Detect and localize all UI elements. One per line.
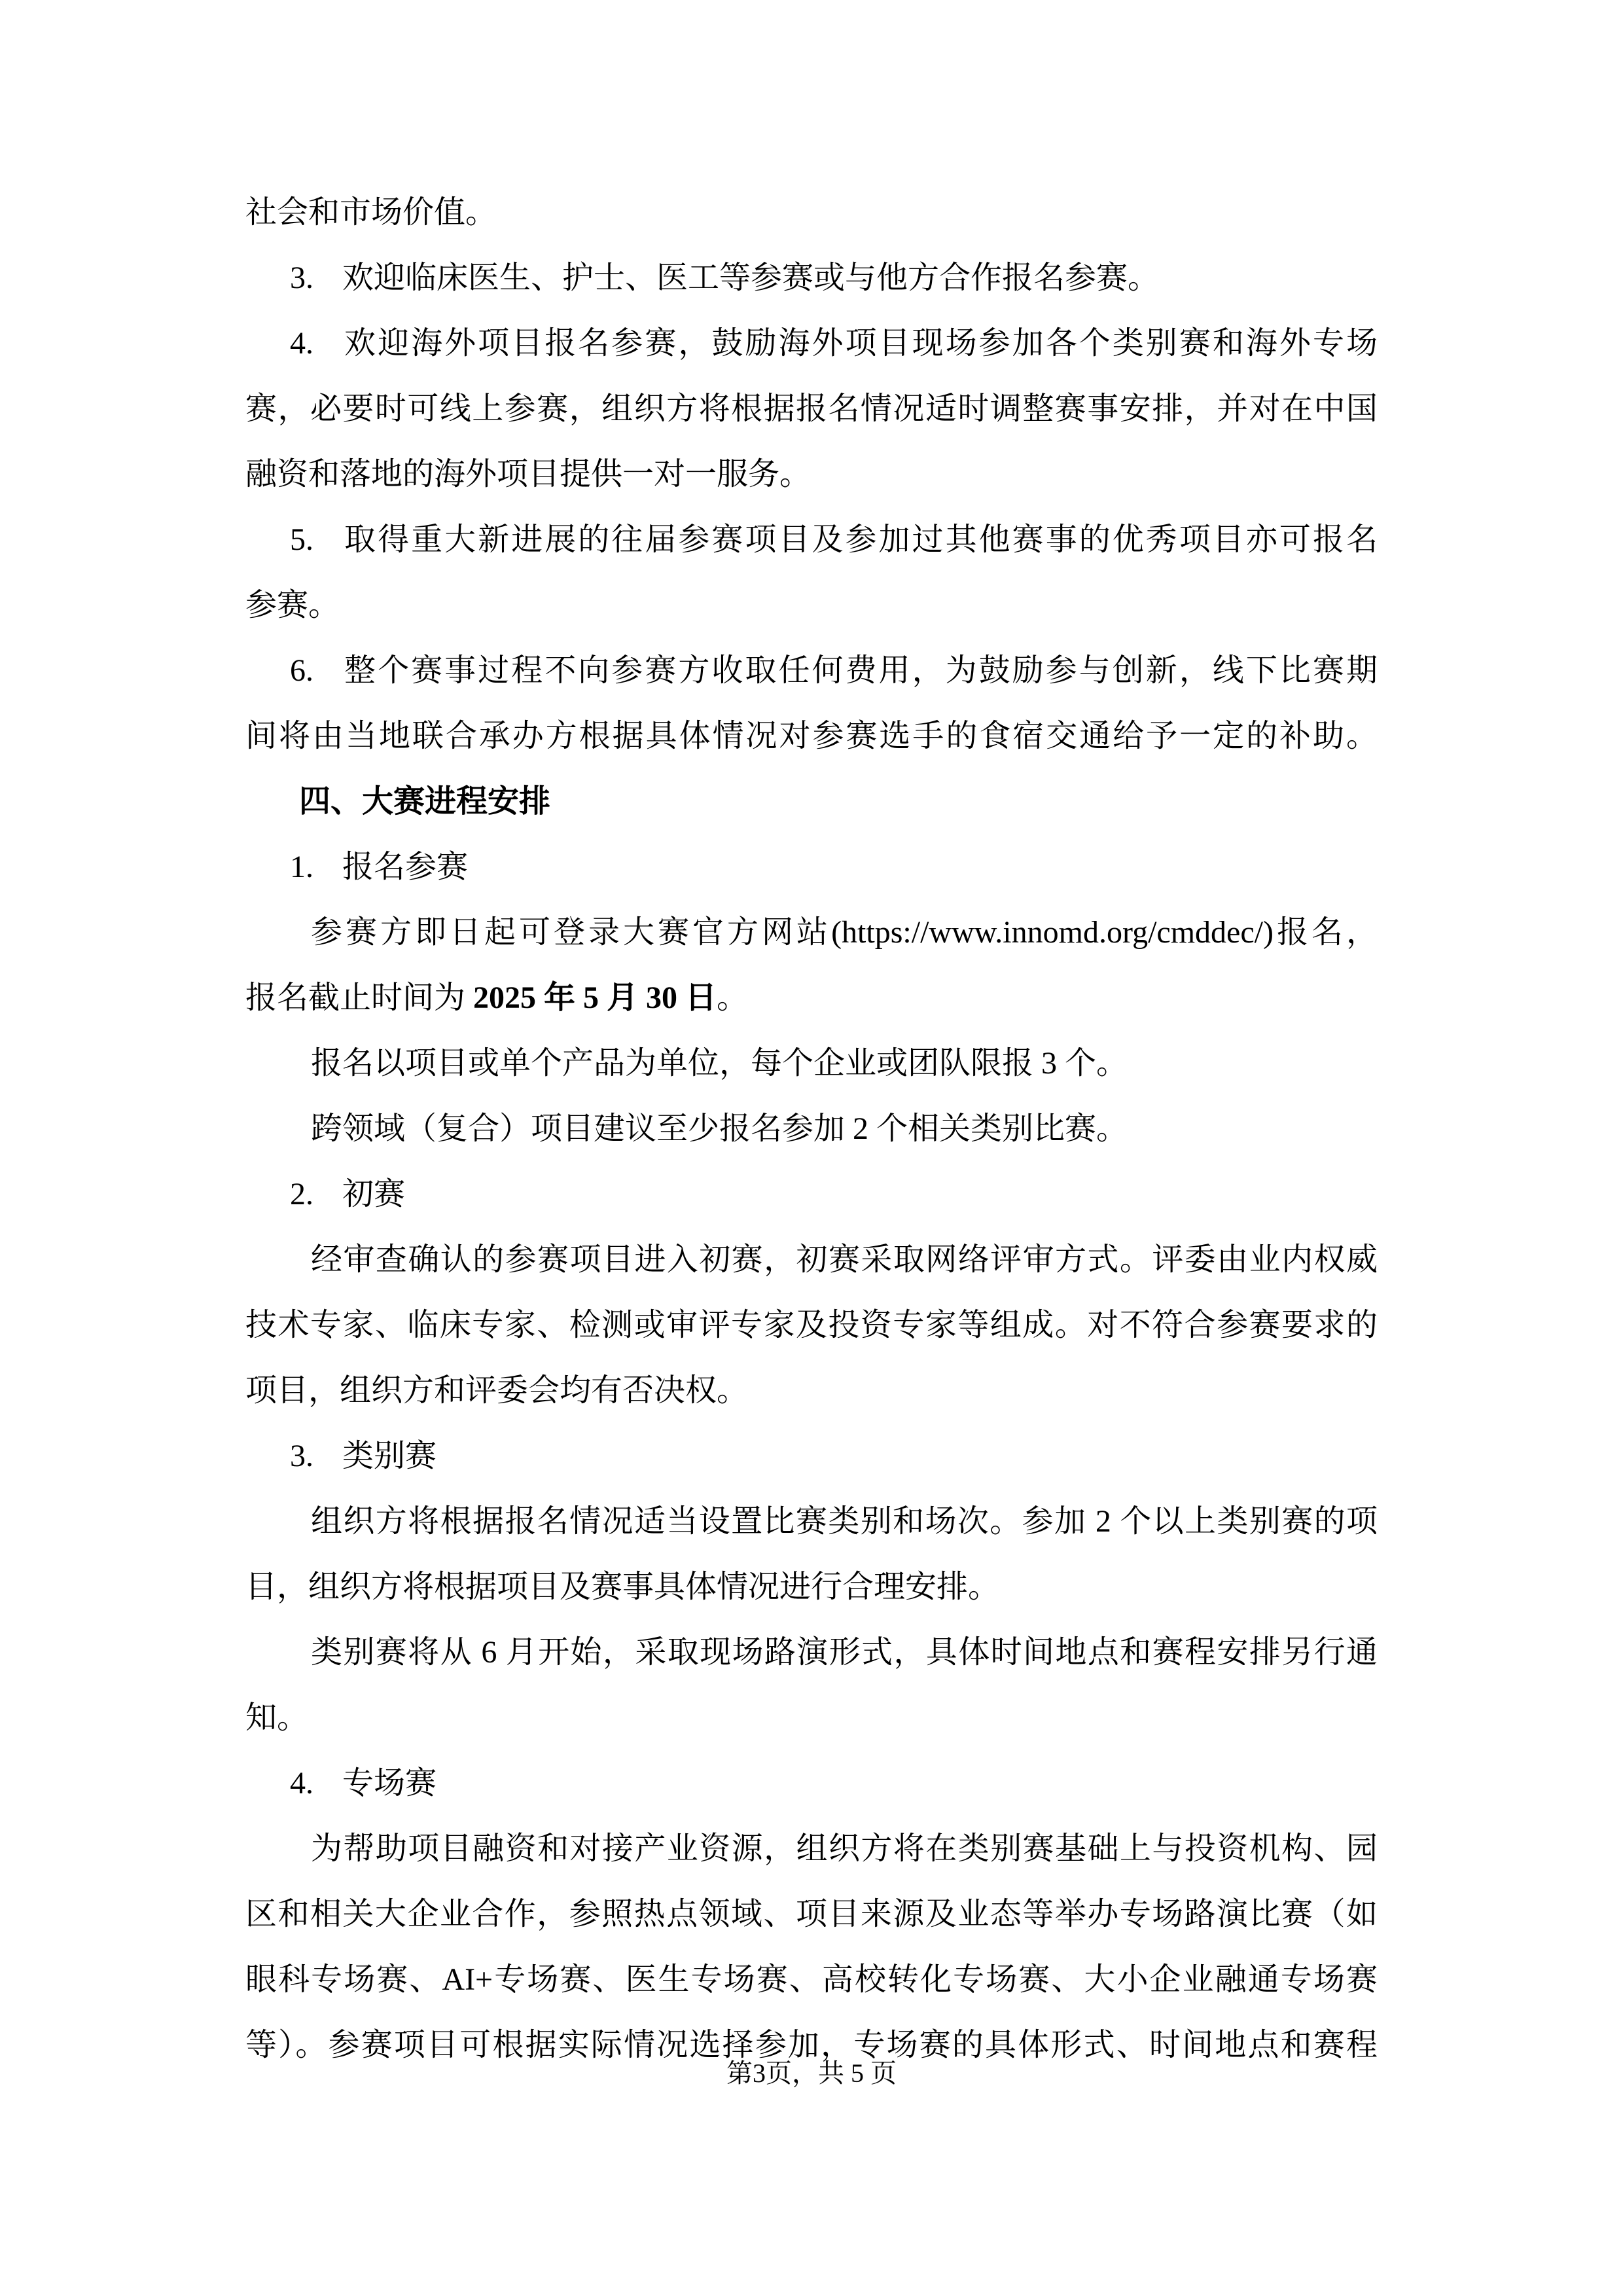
text-segment: 等）。参赛项目可根据实际情况选择参加，专场赛的具体形式、时间地点和赛程 [245,2028,1378,2062]
text-line [245,965,1378,1031]
text-line [245,1620,1378,1685]
text-line [245,180,1378,245]
text-line [245,1685,1378,1751]
list-number: 3. [290,260,313,295]
text-segment: 技术专家、临床专家、检测或审评专家及投资专家等组成。对不符合参赛要求的 [245,1308,1378,1342]
text-line [245,507,1378,573]
text-line [245,1816,1378,1882]
text-segment: 2025 年 5 月 30 日 [473,980,717,1015]
text-segment: 项目，组织方和评委会均有否决权。 [245,1373,749,1408]
page-number-label: 第3页，共 5 页 [726,2058,897,2088]
text-line [245,1031,1378,1096]
text-line [245,1882,1378,1947]
text-segment: 报名截止时间为 [245,980,474,1015]
text-segment: 融资和落地的海外项目提供一对一服务。 [245,457,812,492]
text-segment: 知。 [245,1700,309,1735]
text-segment: 参赛方即日起可登录大赛官方网站(https://www.innomd.org/cmddec/)报名， [311,915,1378,950]
text-segment: 类别赛 [342,1439,437,1473]
text-line [245,638,1378,704]
list-number: 3. [290,1439,313,1473]
text-segment: 取得重大新进展的往届参赛项目及参加过其他赛事的优秀项目亦可报名 [342,522,1378,557]
text-segment: 赛，必要时可线上参赛，组织方将根据报名情况适时调整赛事安排，并对在中国 [245,391,1378,426]
text-line [245,834,1378,900]
list-number: 4. [290,1766,313,1801]
text-segment: 参赛。 [245,588,340,622]
text-line [245,442,1378,507]
text-segment: 四、大赛进程安排 [299,784,551,819]
text-segment: 类别赛将从 6 月开始，采取现场路演形式，具体时间地点和赛程安排另行通 [311,1635,1378,1670]
list-number: 5. [290,522,313,557]
text-segment: 区和相关大企业合作，参照热点领域、项目来源及业态等举办专场路演比赛（如 [245,1897,1378,1931]
text-line [245,1293,1378,1358]
document-body [245,180,1378,2078]
text-segment: 欢迎临床医生、护士、医工等参赛或与他方合作报名参赛。 [342,260,1160,295]
text-segment: 间将由当地联合承办方根据具体情况对参赛选手的食宿交通给予一定的补助。 [245,719,1378,753]
text-line [245,1489,1378,1554]
list-number: 1. [290,850,313,884]
list-number: 4. [290,326,313,361]
text-line [245,704,1378,769]
text-segment: 报名以项目或单个产品为单位，每个企业或团队限报 3 个。 [311,1046,1128,1081]
text-segment: 。 [717,980,749,1015]
text-line [245,1751,1378,1816]
text-segment: 整个赛事过程不向参赛方收取任何费用，为鼓励参与创新，线下比赛期 [342,653,1378,688]
text-line [245,573,1378,638]
text-line [245,311,1378,376]
text-line [245,900,1378,965]
text-segment: 报名参赛 [342,850,469,884]
list-number: 2. [290,1177,313,1211]
section-heading [245,769,1378,834]
text-segment: 社会和市场价值。 [245,195,497,230]
text-segment: 初赛 [342,1177,406,1211]
text-line [245,1554,1378,1620]
text-line [245,1227,1378,1293]
text-line [245,1947,1378,2013]
text-segment: 经审查确认的参赛项目进入初赛，初赛采取网络评审方式。评委由业内权威 [311,1242,1378,1277]
text-segment: 为帮助项目融资和对接产业资源，组织方将在类别赛基础上与投资机构、园 [311,1831,1378,1866]
text-segment: 组织方将根据报名情况适当设置比赛类别和场次。参加 2 个以上类别赛的项 [311,1504,1378,1539]
text-line [245,1424,1378,1489]
text-segment: 跨领域（复合）项目建议至少报名参加 2 个相关类别比赛。 [311,1111,1128,1146]
text-line [245,376,1378,442]
text-segment: 专场赛 [342,1766,437,1801]
text-line [245,1096,1378,1162]
page-footer [0,2054,1623,2093]
text-segment: 眼科专场赛、AI+专场赛、医生专场赛、高校转化专场赛、大小企业融通专场赛 [245,1962,1378,1997]
text-line [245,245,1378,311]
text-line [245,1162,1378,1227]
text-line [245,1358,1378,1424]
list-number: 6. [290,653,313,688]
text-segment: 欢迎海外项目报名参赛，鼓励海外项目现场参加各个类别赛和海外专场 [342,326,1378,361]
text-segment: 目，组织方将根据项目及赛事具体情况进行合理安排。 [245,1570,1000,1604]
